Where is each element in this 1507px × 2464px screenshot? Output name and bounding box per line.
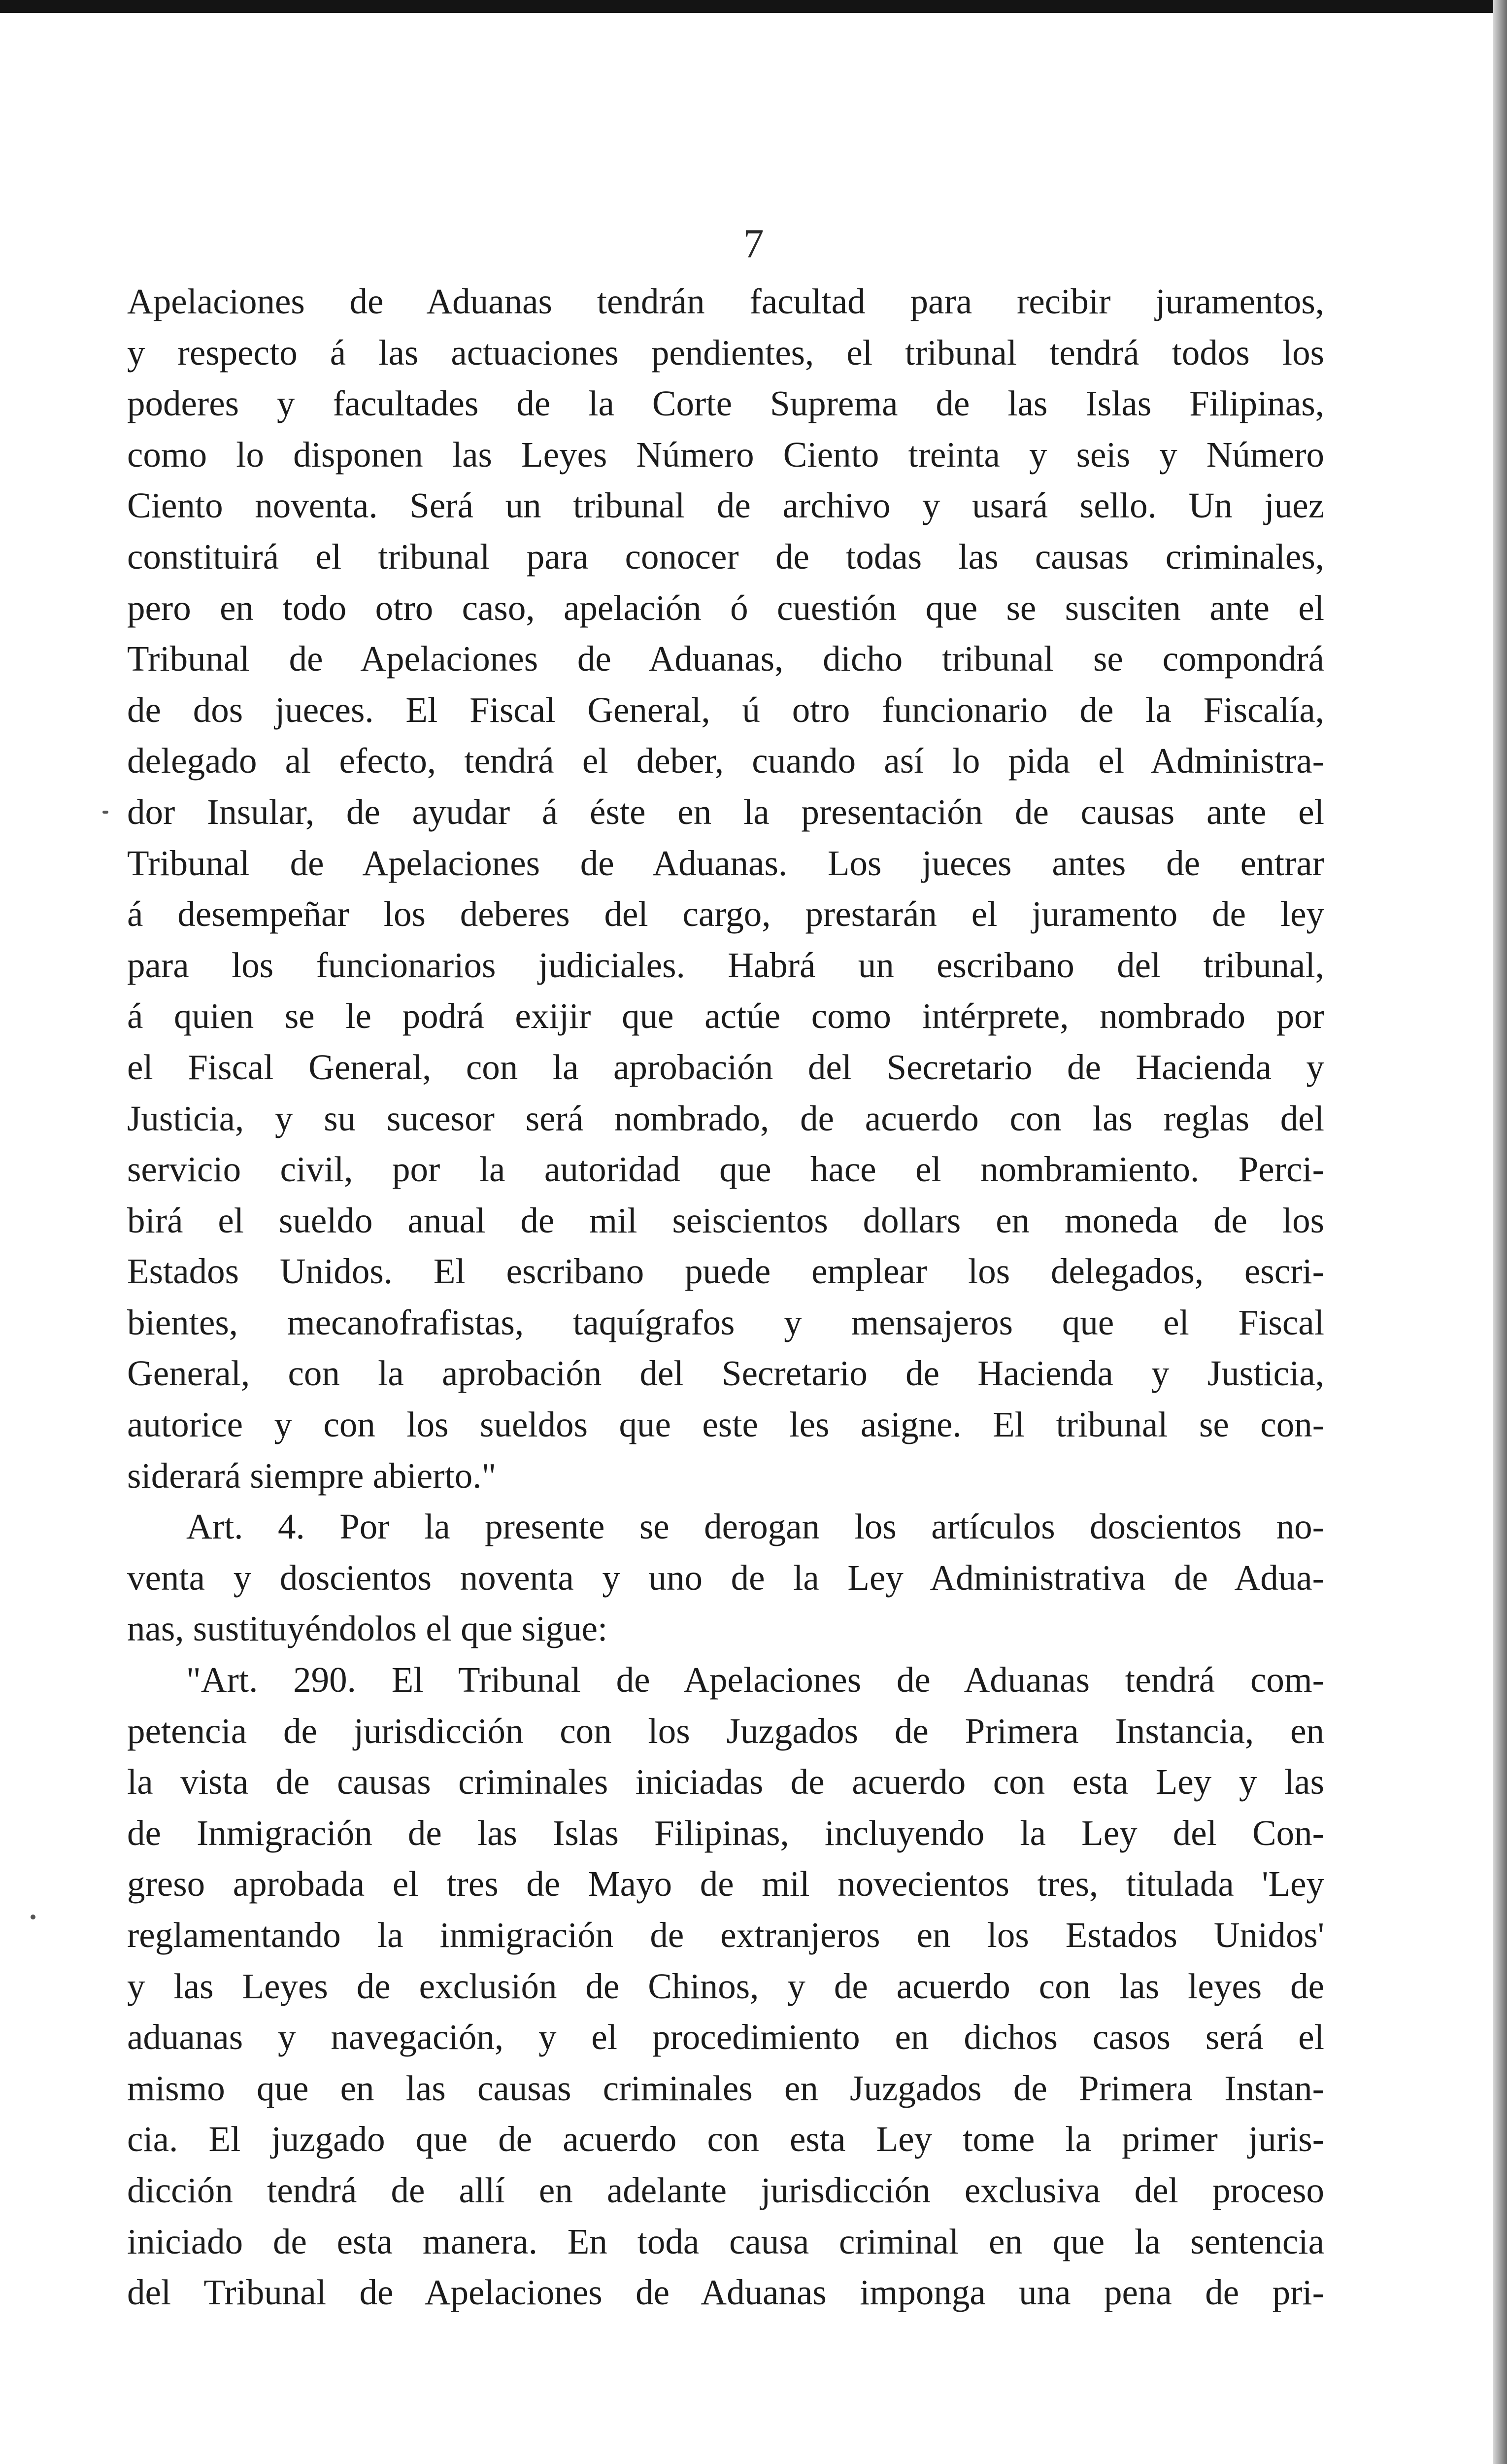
text-line: de dos jueces. El Fiscal General, ú otro funcionario de la Fiscalía, [127,689,1324,730]
article-heading-line: Art. 4. Por la presente se derogan los artículos doscientos no- [186,1506,1324,1547]
text-line: Justicia, y su sucesor será nombrado, de acuerdo con las reglas del [127,1098,1324,1138]
text-line: de Inmigración de las Islas Filipinas, incluyendo la Ley del Con- [127,1813,1324,1853]
text-line: bientes, mecanofrafistas, taquígrafos y mensajeros que el Fiscal [127,1302,1324,1342]
text-line: pero en todo otro caso, apelación ó cuestión que se susciten ante el [127,587,1324,628]
text-line: á quien se le podrá exijir que actúe como intérprete, nombrado por [127,996,1324,1036]
margin-mark [102,811,108,814]
text-line: á desempeñar los deberes del cargo, prestarán el juramento de ley [127,894,1324,934]
text-line: Tribunal de Apelaciones de Aduanas. Los jueces antes de entrar [127,843,1324,883]
text-line: General, con la aprobación del Secretario de Hacienda y Justicia, [127,1353,1324,1394]
scan-top-edge [0,0,1507,13]
text-line: y las Leyes de exclusión de Chinos, y de acuerdo con las leyes de [127,1966,1324,2006]
text-line: dor Insular, de ayudar á éste en la presentación de causas ante el [127,791,1324,832]
scan-right-edge [1493,0,1507,2464]
margin-mark [31,1915,35,1919]
text-line: nas, sustituyéndolos el que sigue: [127,1608,608,1649]
text-line: como lo disponen las Leyes Número Ciento treinta y seis y Número [127,434,1324,475]
text-line: siderará siempre abierto." [127,1455,497,1496]
text-line: servicio civil, por la autoridad que hace el nombramiento. Perci- [127,1149,1324,1190]
text-line: Tribunal de Apelaciones de Aduanas, dicho tribunal se compondrá [127,639,1324,679]
text-line: del Tribunal de Apelaciones de Aduanas imponga una pena de pri- [127,2272,1324,2313]
text-line: petencia de jurisdicción con los Juzgados de Primera Instancia, en [127,1711,1324,1751]
text-line: Estados Unidos. El escribano puede emplear los delegados, escri- [127,1251,1324,1292]
text-line: Apelaciones de Aduanas tendrán facultad para recibir juramentos, [127,281,1324,321]
text-line: reglamentando la inmigración de extranjeros en los Estados Unidos' [127,1915,1324,1955]
text-line: para los funcionarios judiciales. Habrá un escribano del tribunal, [127,945,1324,985]
text-line: mismo que en las causas criminales en Juzgados de Primera Instan- [127,2068,1324,2108]
text-line: constituirá el tribunal para conocer de todas las causas criminales, [127,536,1324,577]
article-heading-line: "Art. 290. El Tribunal de Apelaciones de Aduanas tendrá com- [186,1660,1324,1700]
body-text [127,276,1324,2318]
page-number: 7 [743,221,764,267]
text-line: y respecto á las actuaciones pendientes, el tribunal tendrá todos los [127,332,1324,373]
text-line: greso aprobada el tres de Mayo de mil novecientos tres, titulada 'Ley [127,1864,1324,1904]
text-line: cia. El juzgado que de acuerdo con esta Ley tome la primer juris- [127,2119,1324,2159]
text-line: aduanas y navegación, y el procedimiento en dichos casos será el [127,2017,1324,2057]
text-line: poderes y facultades de la Corte Suprema de las Islas Filipinas, [127,383,1324,424]
text-line: el Fiscal General, con la aprobación del Secretario de Hacienda y [127,1047,1324,1087]
text-line: delegado al efecto, tendrá el deber, cuando así lo pida el Administra- [127,741,1324,781]
text-line: birá el sueldo anual de mil seiscientos dollars en moneda de los [127,1200,1324,1240]
text-line: iniciado de esta manera. En toda causa criminal en que la sentencia [127,2221,1324,2261]
text-line: la vista de causas criminales iniciadas de acuerdo con esta Ley y las [127,1762,1324,1802]
text-line: autorice y con los sueldos que este les asigne. El tribunal se con- [127,1404,1324,1445]
text-line: venta y doscientos noventa y uno de la Ley Administrativa de Adua- [127,1557,1324,1598]
text-line: Ciento noventa. Será un tribunal de archivo y usará sello. Un juez [127,485,1324,526]
text-line: dicción tendrá de allí en adelante jurisdicción exclusiva del proceso [127,2170,1324,2210]
